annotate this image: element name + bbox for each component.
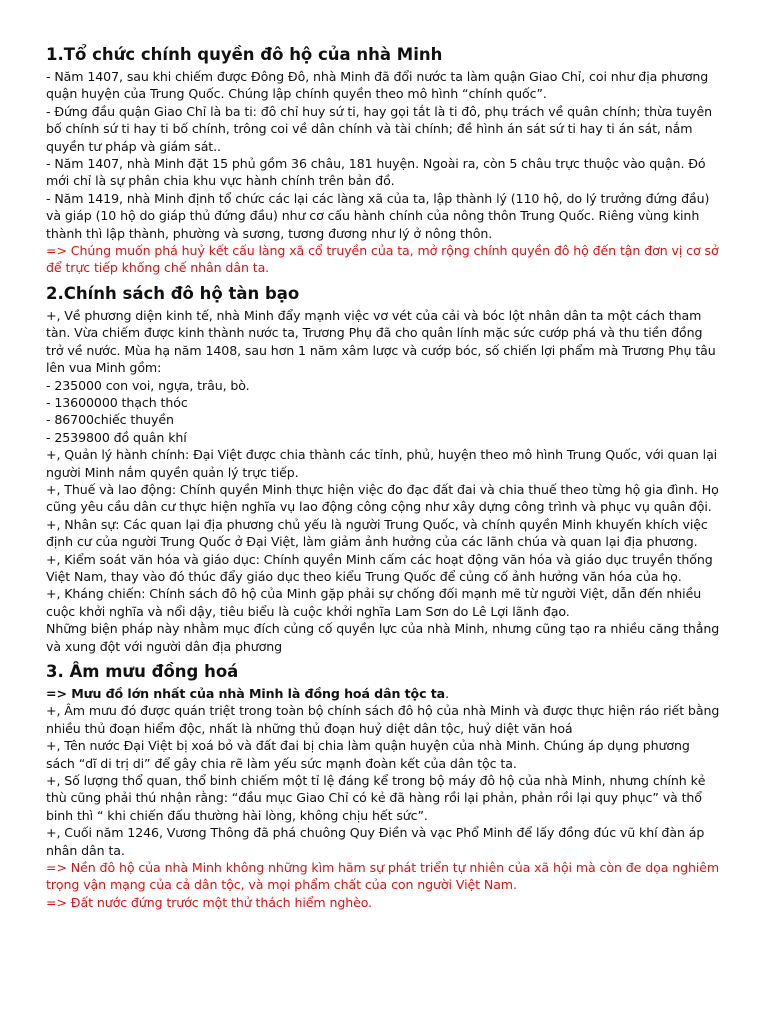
lead-statement	[46, 685, 722, 702]
section-heading-1: 1.Tổ chức chính quyền đô hộ của nhà Minh	[46, 45, 443, 64]
lead-suffix: .	[445, 686, 449, 701]
paragraph: +, Quản lý hành chính: Đại Việt được chia thành các tỉnh, phủ, huyện theo mô hình Trung Quốc, với quan lại người Minh nắm quyền quản lý trực tiếp.	[46, 447, 718, 480]
paragraph: - Đứng đầu quận Giao Chỉ là ba ti: đô chỉ huy sứ ti, hay gọi tắt là ti đô, phụ trách về quân chính; thừa tuyên bố chính sứ ti hay ti bố chính, trông coi về dân chính và tài chính; đề hình án sát sứ ti hay ti án sát, nắm quyền tư pháp và giám sát..	[46, 103, 712, 154]
conclusion-text: => Nền đô hộ của nhà Minh không những kìm hãm sự phát triển tự nhiên của xã hội mà còn đe dọa nghiêm trọng vận mạng của cả dân tộc, và mọi phẩm chất của con người Việt Nam.	[46, 860, 720, 893]
list-item: - 235000 con voi, ngựa, trâu, bò.	[46, 377, 250, 393]
list-item: - 86700chiếc thuyền	[46, 412, 174, 428]
paragraph: +, Âm mưu đó được quán triệt trong toàn bộ chính sách đô hộ của nhà Minh và được thực hiện ráo riết bằng nhiều thủ đoạn hiểm độc, nhất là những thủ đoạn huỷ diệt dân tộc, huỷ diệt văn hoá	[46, 703, 720, 736]
conclusion-text: => Chúng muốn phá huỷ kết cấu làng xã cổ truyền của ta, mở rộng chính quyền đô hộ đến tận đơn vị cơ sở để trực tiếp khống chế nhân dân ta.	[46, 243, 719, 276]
paragraph: +, Nhân sự: Các quan lại địa phương chủ yếu là người Trung Quốc, và chính quyền Minh khuyến khích việc định cư của người Trung Quốc ở Đại Việt, làm giảm ảnh hưởng của các lãnh chúa và quan lại địa phương.	[46, 516, 708, 550]
paragraph: +, Kiểm soát văn hóa và giáo dục: Chính quyền Minh cấm các hoạt động văn hóa và giáo dục truyền thống Việt Nam, thay vào đó thúc đẩy giáo dục theo kiểu Trung Quốc để củng cố ảnh hưởng văn hóa của họ.	[46, 551, 713, 584]
paragraph: +, Thuế và lao động: Chính quyền Minh thực hiện việc đo đạc đất đai và chia thuế theo từng hộ gia đình. Họ cũng yêu cầu dân cư thực hiện nghĩa vụ lao động công cộng như xây dựng công trình và phục vụ quân đội.	[46, 481, 719, 515]
lead-text: => Mưu đồ lớn nhất của nhà Minh là đồng hoá dân tộc ta	[46, 686, 446, 701]
paragraph: - Năm 1407, nhà Minh đặt 15 phủ gồm 36 châu, 181 huyện. Ngoài ra, còn 5 châu trực thuộc vào quận. Đó mới chỉ là sự phân chia khu vực hành chính trên bản đồ.	[46, 156, 706, 189]
paragraph: - Năm 1419, nhà Minh định tổ chức các lại các làng xã của ta, lập thành lý (110 hộ, do lý trưởng đứng đầu) và giáp (10 hộ do giáp thủ đứng đầu) như cơ cấu hành chính của nông thôn Trung Quốc. Riêng vùng kinh thành thì lập thành, phường và sương, tương đương như lý ở nông thôn.	[46, 190, 710, 241]
paragraph: +, Cuối năm 1246, Vương Thông đã phá chuông Quy Điền và vạc Phổ Minh để lấy đồng đúc vũ khí đàn áp nhân dân ta.	[46, 825, 705, 858]
list-item: - 13600000 thạch thóc	[46, 394, 188, 410]
paragraph: Những biện pháp này nhằm mục đích củng cố quyền lực của nhà Minh, nhưng cũng tạo ra nhiều căng thẳng và xung đột với người dân địa phương	[46, 621, 720, 654]
conclusion-text: => Đất nước đứng trước một thử thách hiểm nghèo.	[46, 894, 373, 910]
section-heading-3: 3. Âm mưu đồng hoá	[46, 662, 239, 681]
section-heading-2: 2.Chính sách đô hộ tàn bạo	[46, 283, 300, 303]
paragraph: +, Về phương diện kinh tế, nhà Minh đẩy mạnh việc vơ vét của cải và bóc lột nhân dân ta một cách tham tàn. Vừa chiếm được kinh thành nước ta, Trương Phụ đã cho quân lính mặc sức cướp phá và thu tiền đồng trở về nước. Mùa hạ năm 1408, sau hơn 1 năm xâm lược và cướp bóc, số chiến lợi phẩm mà Trương Phụ tâu lên vua Minh gồm:	[46, 307, 716, 376]
paragraph: +, Tên nước Đại Việt bị xoá bỏ và đất đai bị chia làm quận huyện của nhà Minh. Chúng áp dụng phương sách “dĩ di trị di” để gây chia rẽ làm yếu sức mạnh đoàn kết của dân tộc ta.	[46, 738, 690, 771]
paragraph: +, Số lượng thổ quan, thổ binh chiếm một tỉ lệ đáng kể trong bộ máy đô hộ của nhà Minh, nhưng chính kẻ thù cũng phải thú nhận rằng: “đầu mục Giao Chỉ có kẻ đã hàng rồi lại phản, phản rồi lại quy phục” và thổ binh thì “ khi chiến đấu thường hài lòng, không chịu hết sức”.	[46, 773, 706, 823]
list-item: - 2539800 đồ quân khí	[46, 429, 187, 445]
paragraph: - Năm 1407, sau khi chiếm được Đông Đô, nhà Minh đã đổi nước ta làm quận Giao Chỉ, coi như địa phương quận huyện của Trung Quốc. Chúng lập chính quyền theo mô hình “chính quốc”.	[46, 69, 709, 102]
paragraph: +, Kháng chiến: Chính sách đô hộ của Minh gặp phải sự chống đối mạnh mẽ từ người Việt, dẫn đến nhiều cuộc khởi nghĩa và nổi dậy, tiêu biểu là cuộc khởi nghĩa Lam Sơn do Lê Lợi lãnh đạo.	[46, 586, 702, 619]
